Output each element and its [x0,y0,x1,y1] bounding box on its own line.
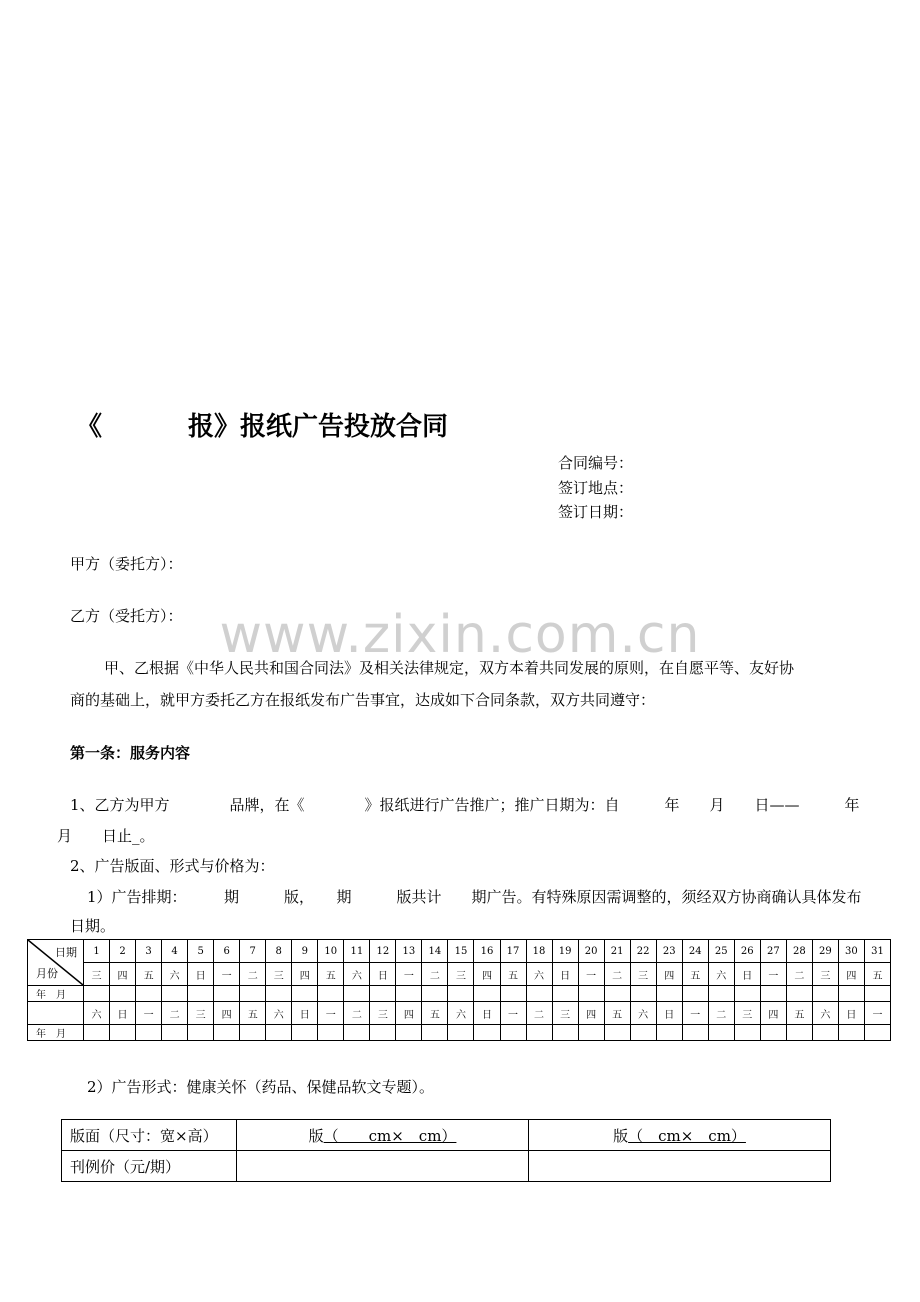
calendar-weekday-cell: 日 [292,1002,318,1025]
calendar-weekday-cell: 五 [240,1002,266,1025]
calendar-weekday-cell: 二 [708,1002,734,1025]
size-cell-1-dims: （ cm× cm） [323,1126,457,1145]
calendar-weekday-cell: 二 [422,963,448,986]
calendar-corner-header [28,940,84,986]
calendar-day-cell: 27 [760,940,786,963]
calendar-weekday-cell: 四 [474,963,500,986]
calendar-day-cell: 12 [370,940,396,963]
calendar-empty-cell [396,1025,422,1041]
rate-cell-1 [237,1151,529,1182]
calendar-empty-cell [734,986,760,1002]
calendar-weekday-cell: 三 [84,963,110,986]
calendar-empty-cell [448,986,474,1002]
calendar-weekday-cell: 三 [266,963,292,986]
calendar-year-month-row-1 [28,986,891,1002]
contract-title [76,406,448,443]
calendar-weekday-cell: 四 [578,1002,604,1025]
calendar-empty-cell [812,1025,838,1041]
calendar-weekday-cell: 日 [656,1002,682,1025]
item-1-line-2: 月 日止_。 [57,827,155,845]
calendar-empty-cell [656,986,682,1002]
calendar-weekday-cell: 四 [760,1002,786,1025]
signing-date-label: 签订日期： [558,503,634,521]
calendar-day-cell: 10 [318,940,344,963]
calendar-empty-cell [708,1025,734,1041]
calendar-empty-cell [422,986,448,1002]
price-row-size [62,1120,831,1151]
calendar-weekday-cell: 五 [136,963,162,986]
calendar-weekday-cell: 三 [188,1002,214,1025]
calendar-day-cell: 11 [344,940,370,963]
calendar-empty-cell [188,1025,214,1041]
calendar-empty-cell [162,1025,188,1041]
calendar-weekday-cell: 五 [318,963,344,986]
item-1-line-1: 1、乙方为甲方 品牌，在《 》报纸进行广告推广；推广日期为：自 年 月 日—— 年 [70,796,860,814]
size-cell-2 [529,1120,831,1151]
calendar-weekday-cell: 六 [344,963,370,986]
calendar-empty-cell [292,986,318,1002]
year-month-label: 年 月 [28,986,84,1002]
size-cell-2-prefix: 版 [613,1126,629,1145]
calendar-empty-cell [682,1025,708,1041]
calendar-weekday-cell: 日 [552,963,578,986]
calendar-empty-cell [708,986,734,1002]
calendar-weekday-cell: 四 [292,963,318,986]
calendar-days-row [28,940,891,963]
calendar-day-cell: 2 [110,940,136,963]
intro-line-1: 甲、乙根据《中华人民共和国合同法》及相关法律规定，双方本着共同发展的原则，在自愿平等、友好协 [104,659,795,677]
calendar-empty-cell [292,1025,318,1041]
calendar-empty-cell [240,1025,266,1041]
calendar-weekday-cell: 日 [110,1002,136,1025]
title-rest: 报》报纸广告投放合同 [188,412,449,442]
calendar-weekday-row-2 [28,1002,891,1025]
calendar-empty-cell [84,986,110,1002]
party-a-label: 甲方（委托方）： [70,555,183,573]
item-2-2: 2）广告形式：健康关怀（药品、保健品软文专题）。 [87,1078,435,1096]
calendar-weekday-cell: 六 [526,963,552,986]
price-row-rate [62,1151,831,1182]
calendar-empty-cell [604,986,630,1002]
calendar-empty-cell [240,986,266,1002]
calendar-weekday-cell: 五 [786,1002,812,1025]
calendar-weekday-cell: 二 [240,963,266,986]
calendar-weekday-cell: 一 [578,963,604,986]
calendar-empty-cell [188,986,214,1002]
calendar-weekday-cell: 三 [630,963,656,986]
calendar-weekday-cell: 一 [864,1002,890,1025]
calendar-weekday-cell: 五 [604,1002,630,1025]
calendar-weekday-cell: 六 [266,1002,292,1025]
calendar-empty-cell [604,1025,630,1041]
calendar-weekday-cell: 六 [630,1002,656,1025]
signing-place-label: 签订地点： [558,479,634,497]
calendar-empty-cell [318,1025,344,1041]
calendar-day-cell: 29 [812,940,838,963]
calendar-empty-cell [578,1025,604,1041]
calendar-empty-cell [526,1025,552,1041]
calendar-weekday-cell: 四 [656,963,682,986]
calendar-day-cell: 31 [864,940,890,963]
calendar-empty-cell [864,1025,890,1041]
calendar-day-cell: 22 [630,940,656,963]
calendar-empty-cell [864,986,890,1002]
calendar-empty-cell [630,1025,656,1041]
calendar-weekday-cell: 六 [84,1002,110,1025]
calendar-weekday-cell: 五 [682,963,708,986]
size-cell-1-prefix: 版 [308,1126,324,1145]
header-date: 日期 [55,946,77,959]
calendar-empty-cell [838,1025,864,1041]
calendar-empty-cell [344,986,370,1002]
calendar-weekday-cell: 一 [396,963,422,986]
calendar-empty-cell [656,1025,682,1041]
calendar-empty-cell [786,986,812,1002]
calendar-day-cell: 17 [500,940,526,963]
calendar-day-cell: 15 [448,940,474,963]
calendar-day-cell: 30 [838,940,864,963]
calendar-day-cell: 24 [682,940,708,963]
calendar-empty-cell [162,986,188,1002]
calendar-weekday-cell: 日 [734,963,760,986]
calendar-weekday-cell: 三 [448,963,474,986]
calendar-weekday-cell: 三 [734,1002,760,1025]
calendar-day-cell: 20 [578,940,604,963]
rate-cell-2 [529,1151,831,1182]
calendar-weekday-cell: 四 [396,1002,422,1025]
calendar-year-month-row-2 [28,1025,891,1041]
calendar-weekday-cell: 五 [422,1002,448,1025]
calendar-empty-cell [422,1025,448,1041]
calendar-weekday-cell: 六 [448,1002,474,1025]
calendar-empty-cell [552,986,578,1002]
calendar-empty-cell [474,986,500,1002]
section-1-heading: 第一条：服务内容 [70,744,191,762]
calendar-empty-cell [136,986,162,1002]
calendar-empty-cell [500,1025,526,1041]
calendar-day-cell: 19 [552,940,578,963]
calendar-empty-cell [110,1025,136,1041]
calendar-weekday-cell: 日 [474,1002,500,1025]
calendar-weekday-cell: 三 [812,963,838,986]
calendar-empty-cell [734,1025,760,1041]
calendar-day-cell: 6 [214,940,240,963]
calendar-empty-cell [760,986,786,1002]
calendar-day-cell: 7 [240,940,266,963]
calendar-day-cell: 13 [396,940,422,963]
calendar-weekday-cell: 一 [318,1002,344,1025]
size-label: 版面（尺寸：宽×高） [62,1120,237,1151]
price-table [61,1119,831,1182]
calendar-weekday-cell: 二 [786,963,812,986]
calendar-weekday-cell: 四 [838,963,864,986]
calendar-empty-cell [682,986,708,1002]
calendar-empty-cell [812,986,838,1002]
calendar-empty-cell [84,1025,110,1041]
calendar-day-cell: 21 [604,940,630,963]
calendar-weekday-cell: 一 [136,1002,162,1025]
item-2-1-line-2: 日期。 [70,917,116,935]
calendar-empty-cell [578,986,604,1002]
calendar-day-cell: 25 [708,940,734,963]
calendar-day-cell: 23 [656,940,682,963]
calendar-empty-cell [474,1025,500,1041]
calendar-day-cell: 28 [786,940,812,963]
calendar-empty-cell [344,1025,370,1041]
calendar-weekday-cell: 五 [864,963,890,986]
calendar-empty-cell [370,1025,396,1041]
calendar-day-cell: 18 [526,940,552,963]
item-2: 2、广告版面、形式与价格为： [70,857,275,875]
calendar-empty-cell [214,986,240,1002]
calendar-empty-cell [838,986,864,1002]
calendar-weekday-cell: 二 [526,1002,552,1025]
calendar-weekday-cell: 六 [708,963,734,986]
size-cell-2-dims: （ cm× cm） [628,1126,746,1145]
calendar-empty-cell [552,1025,578,1041]
calendar-empty-cell [110,986,136,1002]
calendar-empty-cell [214,1025,240,1041]
calendar-day-cell: 8 [266,940,292,963]
header-month: 月份 [36,967,58,980]
calendar-weekday-cell: 二 [344,1002,370,1025]
calendar-day-cell: 1 [84,940,110,963]
calendar-weekday-cell: 一 [760,963,786,986]
item-2-1-line-1: 1）广告排期： 期 版， 期 版共计 期广告。有特殊原因需调整的，须经双方协商确认具体发布 [87,888,862,906]
calendar-weekday-cell: 四 [110,963,136,986]
calendar-weekday-cell: 六 [162,963,188,986]
calendar-day-cell: 4 [162,940,188,963]
schedule-calendar-table [27,939,891,1041]
calendar-day-cell: 14 [422,940,448,963]
calendar-empty-cell [500,986,526,1002]
calendar-day-cell: 26 [734,940,760,963]
calendar-empty-cell [786,1025,812,1041]
calendar-weekday-cell: 二 [162,1002,188,1025]
calendar-day-cell: 16 [474,940,500,963]
calendar-empty-cell [266,1025,292,1041]
calendar-empty-cell [266,986,292,1002]
calendar-weekday-cell: 四 [214,1002,240,1025]
calendar-day-cell: 3 [136,940,162,963]
contract-number-label: 合同编号： [558,454,634,472]
calendar-weekday-cell: 二 [604,963,630,986]
calendar-weekday-cell: 一 [214,963,240,986]
calendar-empty-cell [630,986,656,1002]
calendar-weekday-cell: 日 [838,1002,864,1025]
calendar-empty-cell [396,986,422,1002]
title-open-bracket: 《 [76,412,103,442]
calendar-day-cell: 5 [188,940,214,963]
calendar-weekday-cell: 一 [500,1002,526,1025]
calendar-weekday-cell: 三 [552,1002,578,1025]
watermark: www.zixin.com.cn [219,605,701,665]
calendar-empty-cell [448,1025,474,1041]
rate-label: 刊例价（元/期） [62,1151,237,1182]
calendar-empty-cell [136,1025,162,1041]
size-cell-1 [237,1120,529,1151]
intro-line-2: 商的基础上，就甲方委托乙方在报纸发布广告事宜，达成如下合同条款，双方共同遵守： [70,691,656,709]
party-b-label: 乙方（受托方）： [70,607,183,625]
calendar-row-label [28,1002,84,1025]
year-month-label: 年 月 [28,1025,84,1041]
calendar-empty-cell [526,986,552,1002]
calendar-weekday-cell: 三 [370,1002,396,1025]
calendar-weekday-row-1 [28,963,891,986]
calendar-weekday-cell: 一 [682,1002,708,1025]
calendar-day-cell: 9 [292,940,318,963]
calendar-weekday-cell: 六 [812,1002,838,1025]
calendar-weekday-cell: 日 [188,963,214,986]
calendar-weekday-cell: 五 [500,963,526,986]
calendar-empty-cell [760,1025,786,1041]
calendar-empty-cell [370,986,396,1002]
calendar-weekday-cell: 日 [370,963,396,986]
calendar-empty-cell [318,986,344,1002]
